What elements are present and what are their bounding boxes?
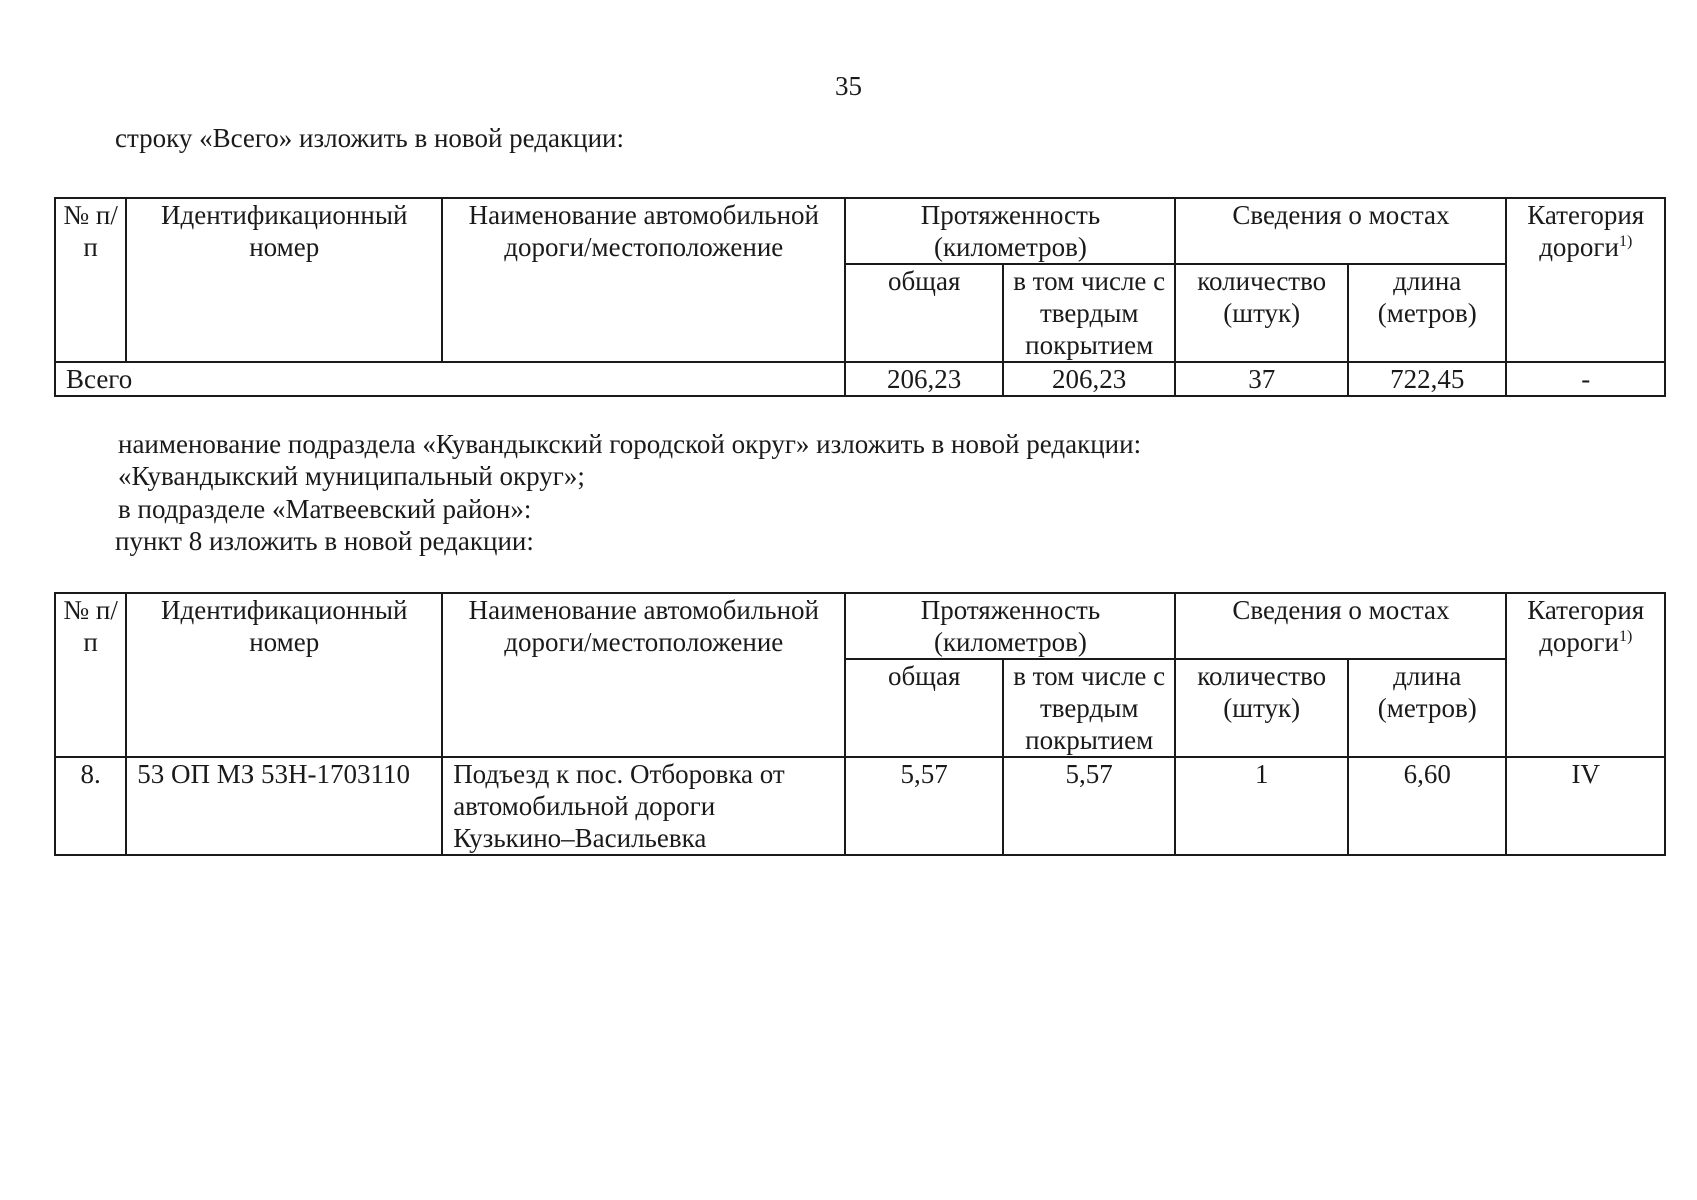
header-bridges-length: длина (метров): [1348, 659, 1506, 757]
category-footnote-mark: 1): [1618, 628, 1633, 645]
header-id: Идентификационный номер: [126, 593, 442, 757]
item-length-total: 5,57: [845, 757, 1002, 855]
item-num: 8.: [55, 757, 126, 855]
header-bridges-count: количество (штук): [1175, 264, 1348, 362]
total-length-paved: 206,23: [1003, 362, 1176, 396]
header-length-group: Протяженность (километров): [845, 593, 1175, 659]
total-length-total: 206,23: [845, 362, 1002, 396]
paragraph-new-name: «Кувандыкский муниципальный округ»;: [118, 461, 585, 491]
item-id: 53 ОП МЗ 53Н-1703110: [126, 757, 442, 855]
header-name: Наименование автомобильной дороги/местоположение: [442, 593, 845, 757]
paragraph-rename: наименование подраздела «Кувандыкский городской округ» изложить в новой редакции:: [118, 429, 1142, 459]
header-bridges-count: количество (штук): [1175, 659, 1348, 757]
category-footnote-mark: 1): [1618, 233, 1633, 250]
total-bridges-length: 722,45: [1348, 362, 1506, 396]
page-number: 35: [835, 71, 862, 101]
item-length-paved: 5,57: [1003, 757, 1176, 855]
header-num: № п/п: [55, 593, 126, 757]
header-name: Наименование автомобильной дороги/местоположение: [442, 198, 845, 362]
paragraph-subsection: в подразделе «Матвеевский район»:: [118, 494, 532, 524]
item-bridges-count: 1: [1175, 757, 1348, 855]
header-length-paved: в том числе с твердым покрытием: [1003, 659, 1176, 757]
header-length-group: Протяженность (километров): [845, 198, 1175, 264]
total-label: Всего: [55, 362, 845, 396]
total-table: [54, 197, 1666, 397]
header-length-paved: в том числе с твердым покрытием: [1003, 264, 1176, 362]
total-bridges-count: 37: [1175, 362, 1348, 396]
header-category-label: Категория дороги: [1527, 595, 1645, 657]
header-length-total: общая: [845, 659, 1002, 757]
header-category: [1506, 593, 1665, 757]
header-category: [1506, 198, 1665, 362]
item-name: Подъезд к пос. Отборовка от автомобильной дороги Кузькино–Васильевка: [442, 757, 845, 855]
header-bridges-group: Сведения о мостах: [1175, 198, 1506, 264]
header-bridges-group: Сведения о мостах: [1175, 593, 1506, 659]
header-id: Идентификационный номер: [126, 198, 442, 362]
header-category-label: Категория дороги: [1527, 200, 1645, 262]
item-table: [54, 592, 1666, 856]
header-num: № п/п: [55, 198, 126, 362]
header-bridges-length: длина (метров): [1348, 264, 1506, 362]
total-category: -: [1506, 362, 1665, 396]
item-bridges-length: 6,60: [1348, 757, 1506, 855]
intro-text: строку «Всего» изложить в новой редакции:: [115, 123, 624, 153]
paragraph-item: пункт 8 изложить в новой редакции:: [115, 526, 534, 556]
header-length-total: общая: [845, 264, 1002, 362]
item-category: IV: [1506, 757, 1665, 855]
